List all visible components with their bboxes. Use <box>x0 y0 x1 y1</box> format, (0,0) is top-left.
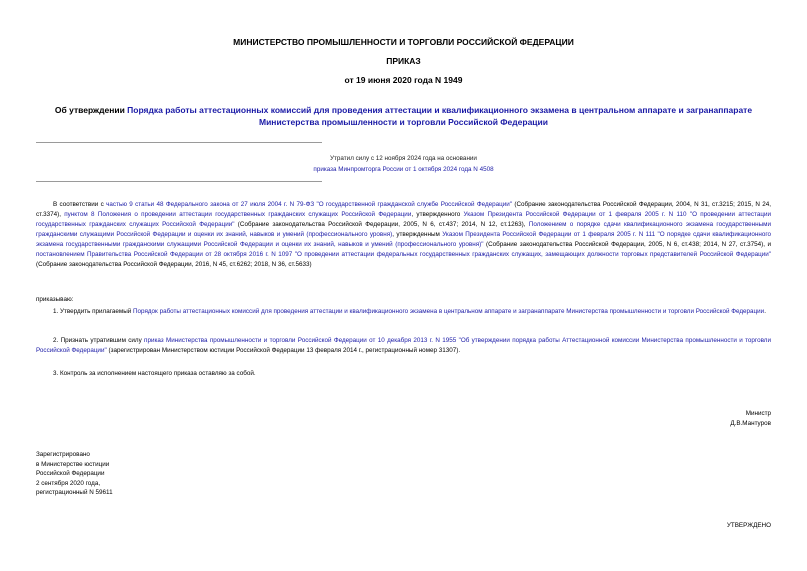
preamble-text: (Собрание законодательства Российской Федерации, 2004, N 31, ст.3215; 2015, N 24, ст.3374), <box>36 201 771 218</box>
decree-110-link[interactable]: Указом Президента Российской Федерации от 1 февраля 2005 г. N 110 "О проведении аттестации государственных гражданских служащих Российской Федерации" <box>36 211 771 228</box>
preamble-text: , утвержденного <box>411 211 464 218</box>
signatory-name: Д.В.Мантуров <box>730 419 771 427</box>
preamble-paragraph <box>36 200 771 270</box>
ministry-name: МИНИСТЕРСТВО ПРОМЫШЛЕННОСТИ И ТОРГОВЛИ РОССИЙСКОЙ ФЕДЕРАЦИИ <box>233 37 574 47</box>
title-prefix: Об утверждении <box>54 105 128 115</box>
procedure-link[interactable]: Порядок работы аттестационных комиссий для проведения аттестации и квалификационного экзамена в центральном аппарате и загранаппарате Министерства промышленности и торговли Российской Федерации <box>133 308 765 315</box>
divider-bottom <box>36 181 322 182</box>
clause-8-link[interactable]: пунктом 8 Положения о проведении аттестации государственных гражданских служащих Российской Федерации <box>64 211 412 218</box>
item-2 <box>36 336 771 356</box>
preamble-text: В соответствии с <box>53 201 107 208</box>
registration-line: Российской Федерации <box>36 470 105 477</box>
approved-label: УТВЕРЖДЕНО <box>726 522 771 529</box>
divider-top <box>36 142 322 143</box>
preamble-text: (Собрание законодательства Российской Федерации, 2005, N 6, ст.437; 2014, N 12, ст.1263), <box>234 221 529 228</box>
item-3: 3. Контроль за исполнением настоящего приказа оставляю за собой. <box>53 370 256 377</box>
law-79fz-link[interactable]: частью 9 статьи 48 Федерального закона от 27 июля 2004 г. N 79-ФЗ "О государственной гражданской службе Российской Федерации" <box>106 201 513 208</box>
repeal-order-link[interactable]: приказа Минпромторга России от 1 октября 2024 года N 4508 <box>313 166 494 173</box>
document-date-number: от 19 июня 2020 года N 1949 <box>344 75 463 85</box>
status-note-line1: Утратил силу с 12 ноября 2024 года на основании <box>330 155 477 162</box>
preamble-text: (Собрание законодательства Российской Федерации, 2016, N 45, ст.6262; 2018, N 36, ст.5633) <box>36 261 312 268</box>
item-1-end: . <box>764 308 766 315</box>
registration-line: регистрационный N 59611 <box>36 489 113 496</box>
item-1 <box>36 307 771 317</box>
item-2-end: (зарегистрирован Министерством юстиции Российской Федерации 13 февраля 2014 г., регистрационный номер 31307). <box>106 347 461 354</box>
registration-block <box>36 450 113 498</box>
item-1-text: 1. Утвердить прилагаемый <box>53 308 134 315</box>
document-type: ПРИКАЗ <box>386 56 421 66</box>
registration-line: Зарегистрировано <box>36 451 90 458</box>
order-word: приказываю: <box>36 296 74 303</box>
title-link[interactable]: Порядка работы аттестационных комиссий для проведения аттестации и квалификационного экзамена в центральном аппарате и загранаппарате Министерства промышленности и торговли Российской Федерации <box>127 105 753 127</box>
signature-block <box>730 409 771 428</box>
exam-regulation-link[interactable]: Положением о порядке сдачи квалификационного экзамена государственными гражданскими служащими Российской Федерации и оценки их знаний, навыков и умений (профессионального уровня) <box>36 221 771 238</box>
status-note <box>36 153 771 175</box>
registration-line: в Министерстве юстиции <box>36 460 110 468</box>
document-title <box>36 105 771 128</box>
item-2-text: 2. Признать утратившим силу <box>53 337 145 344</box>
registration-line: 2 сентября 2020 года, <box>36 479 101 487</box>
resolution-1097-link[interactable]: постановлением Правительства Российской Федерации от 28 октября 2016 г. N 1097 "О проведении аттестации федеральных государственных гражданских служащих, замещающих должности торговых представителей Российской Федерации" <box>36 251 771 258</box>
preamble-text: , утвержденным <box>392 231 443 238</box>
preamble-text: (Собрание законодательства Российской Федерации, 2005, N 6, ст.438; 2014, N 27, ст.3754), и <box>483 241 771 248</box>
decree-111-link[interactable]: Указом Президента Российской Федерации от 1 февраля 2005 г. N 111 "О порядке сдачи квалификационного экзамена государственными гражданскими служащими Российской Федерации и оценки их знаний, навыков и умений (профессионального уровня)" <box>36 231 771 248</box>
order-1955-link[interactable]: приказ Министерства промышленности и торговли Российской Федерации от 10 декабря 2013 г. N 1955 "Об утверждении порядка работы Аттестационной комиссии Министерства промышленности и торговли Российской Федерации" <box>36 337 771 354</box>
signatory-position: Министр <box>745 410 771 417</box>
